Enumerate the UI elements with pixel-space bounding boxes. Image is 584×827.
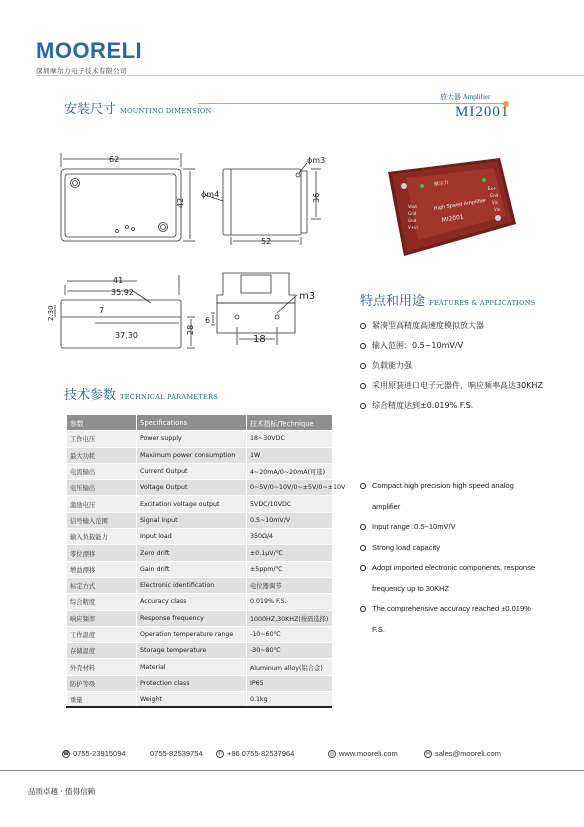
param-name-cn: 电流输出 — [67, 463, 137, 479]
param-spec: Excitation voltage output — [137, 496, 247, 512]
dim-side-depth: 36 — [312, 192, 321, 203]
table-row — [67, 431, 333, 447]
photo-text: High Speed Amplifier — [433, 197, 487, 212]
param-value: 0.1kg — [247, 692, 333, 708]
features-en-list — [360, 476, 540, 640]
photo-pin-2: Gnd — [408, 211, 417, 216]
param-name-cn: 重量 — [67, 692, 137, 708]
param-spec: Maximum power consumption — [137, 447, 247, 463]
globe-icon: ◎ — [329, 751, 335, 758]
table-bottom-rule — [66, 706, 332, 708]
param-name-cn: 标定方式 — [67, 577, 137, 593]
dim-side-hole2: ϕm4 — [201, 190, 220, 199]
param-value: 0.019% F.S. — [247, 594, 333, 610]
param-spec: Input load — [137, 529, 247, 545]
bullet-icon — [360, 606, 366, 612]
feature-cn-item: 负载能力强 — [360, 356, 560, 376]
param-spec: Accuracy class — [137, 594, 247, 610]
contact-web[interactable]: ◎ www.mooreli.com — [329, 749, 398, 758]
table-row — [67, 447, 333, 463]
param-name-cn: 响应频率 — [67, 610, 137, 626]
param-spec: Electronic identification — [137, 577, 247, 593]
bullet-icon — [360, 483, 366, 489]
photo-pin-5: Ex+ — [488, 186, 497, 191]
param-name-cn: 外壳材料 — [67, 659, 137, 675]
bullet-icon — [360, 524, 366, 530]
photo-pin-4: V+in — [408, 225, 418, 230]
photo-brand: 摩尔力 — [433, 179, 450, 188]
param-value: 5VDC/10VDC — [247, 496, 333, 512]
table-row — [67, 626, 333, 642]
param-value: IP65 — [247, 675, 333, 691]
param-name-cn: 防护等级 — [67, 675, 137, 691]
table-row — [67, 577, 333, 593]
table-body — [67, 431, 346, 708]
table-header: 参数 — [67, 415, 137, 431]
param-name-cn: 存储温度 — [67, 643, 137, 659]
bullet-icon — [360, 545, 366, 551]
photo-pin-3: Gnd — [408, 218, 417, 223]
bullet-icon — [360, 565, 366, 571]
side-view — [205, 163, 321, 245]
param-spec: Current Output — [137, 463, 247, 479]
table-row — [67, 643, 333, 659]
product-photo — [382, 152, 520, 260]
param-value: Aluminum alloy(铝合金) — [247, 659, 333, 675]
param-name-cn: 零位漂移 — [67, 545, 137, 561]
param-name-cn: 综合精度 — [67, 594, 137, 610]
contact-phone-2: 0755-82539754 — [150, 749, 203, 758]
dim-bottom-h3: 28 — [186, 324, 195, 335]
mounting-title-cn: 安装尺寸 — [64, 102, 117, 117]
param-name-cn: 信号输入范围 — [67, 512, 137, 528]
dim-bottom-w2: 35.92 — [111, 288, 134, 297]
feature-en-item: Strong load capacity — [360, 538, 540, 559]
dim-side-hole: ϕm3 — [307, 156, 326, 165]
table-row — [67, 480, 333, 496]
param-name-cn: 增益漂移 — [67, 561, 137, 577]
dim-top-height: 42 — [176, 197, 185, 208]
dim-bottom-h1: 2.30 — [47, 305, 55, 321]
param-value: 0~5V/0~10V/0~±5V/0~±10V — [247, 480, 333, 496]
feature-en-item: The comprehensive accuracy reached ±0.019% F.S. — [360, 599, 540, 640]
mail-icon: ✉ — [425, 751, 431, 758]
table-row — [67, 675, 333, 691]
param-name-cn: 电压输出 — [67, 480, 137, 496]
param-spec: Power supply — [137, 431, 247, 447]
bullet-icon — [360, 343, 366, 349]
param-value: -30~80℃ — [247, 643, 333, 659]
param-spec: Weight — [137, 692, 247, 708]
param-value: 18~30VDC — [247, 431, 333, 447]
features-title-cn: 特点和用途 — [360, 294, 426, 309]
table-row — [67, 545, 333, 561]
param-value: 350Ω/4 — [247, 529, 333, 545]
bullet-icon — [360, 363, 366, 369]
param-spec: Gain drift — [137, 561, 247, 577]
table-row — [67, 659, 333, 675]
param-value: 1000HZ,30KHZ(按码选择) — [247, 610, 333, 626]
bullet-icon — [360, 323, 366, 329]
footer-slogan: 品质卓越 · 值得信赖 — [28, 787, 96, 796]
param-value: ±0.1μV/℃ — [247, 545, 333, 561]
table-row — [67, 610, 333, 626]
table-row — [67, 496, 333, 512]
photo-pin-1: Vout — [408, 204, 417, 209]
photo-model: MI2001 — [441, 213, 465, 224]
dim-top-width: 62 — [109, 155, 120, 164]
top-view — [61, 153, 195, 241]
param-name-cn: 工作电压 — [67, 431, 137, 447]
table-row — [67, 529, 333, 545]
param-value: 1W — [247, 447, 333, 463]
company-name: 深圳摩尔力电子技术有限公司 — [36, 67, 127, 75]
feature-cn-item: 采用原装进口电子元器件，响应频率高达30KHZ — [360, 376, 560, 396]
table-row — [67, 512, 333, 528]
dim-bottom-w3: 37.30 — [115, 331, 138, 340]
header-divider — [36, 75, 584, 76]
param-value: ±5ppm/℃ — [247, 561, 333, 577]
param-spec: Signal input — [137, 512, 247, 528]
photo-pin-8: Vin — [494, 207, 501, 212]
mounting-title — [64, 98, 211, 117]
param-spec: Material — [137, 659, 247, 675]
param-spec: Protection class — [137, 675, 247, 691]
features-title — [360, 290, 535, 309]
table-header-row — [67, 415, 333, 431]
param-spec: Response frequency — [137, 610, 247, 626]
dim-end-h: 6 — [205, 316, 211, 325]
fax-icon: ✆ — [217, 751, 223, 758]
param-spec: Storage temperature — [137, 643, 247, 659]
param-name-cn: 最大功耗 — [67, 447, 137, 463]
technical-title-en: TECHNICAL PARAMETERS — [120, 393, 219, 401]
feature-cn-item: 输入范围：0.5~10mV/V — [360, 336, 560, 356]
param-spec: Zero drift — [137, 545, 247, 561]
param-value: -10~60℃ — [247, 626, 333, 642]
feature-cn-item: 综合精度达到±0.019% F.S. — [360, 396, 560, 416]
table-header: Specifications — [137, 415, 247, 431]
contact-phone-1: ☎ 0755-23915094 — [63, 749, 126, 758]
amplifier-label: 放大器 Amplifier — [440, 93, 491, 101]
table-header: 技术指标/Technique — [247, 415, 333, 431]
photo-pin-6: Gnd — [490, 193, 499, 198]
dim-end-thread: m3 — [299, 291, 316, 302]
mounting-title-en: MOUNTING DIMENSION — [120, 107, 212, 115]
param-spec: Voltage Output — [137, 480, 247, 496]
footer-divider — [0, 770, 584, 771]
contact-email[interactable]: ✉ sales@mooreli.com — [425, 749, 501, 758]
features-cn-list — [360, 316, 560, 416]
mounting-drawing — [47, 145, 355, 360]
param-spec: Operation temperature range — [137, 626, 247, 642]
param-value: 电位器调节 — [247, 577, 333, 593]
param-name-cn: 输入负载能力 — [67, 529, 137, 545]
dim-side-width: 52 — [261, 237, 272, 246]
feature-en-item: Compact high precision high speed analog amplifier — [360, 476, 540, 517]
photo-pin-7: Vin — [492, 200, 499, 205]
dim-bottom-h2: 7 — [99, 306, 105, 315]
feature-en-item: Input range :0.5~10mV/V — [360, 517, 540, 538]
company-logo: MOORELI — [36, 38, 143, 63]
technical-title-cn: 技术参数 — [64, 388, 117, 403]
param-value: 4~20mA/0~20mA(可选) — [247, 463, 333, 479]
features-title-en: FEATURES & APPLICATIONS — [429, 299, 536, 307]
phone-icon: ☎ — [63, 751, 70, 758]
table-row — [67, 561, 333, 577]
bullet-icon — [360, 383, 366, 389]
dim-end-w: 18 — [253, 334, 266, 345]
feature-cn-item: 紧凑型高精度高速度模拟放大器 — [360, 316, 560, 336]
param-value: 0.5~10mV/V — [247, 512, 333, 528]
technical-title — [64, 384, 218, 403]
bullet-icon — [360, 403, 366, 409]
table-row — [67, 594, 333, 610]
feature-en-item: Adopt imported electronic components, response frequency up to 30KHZ — [360, 558, 540, 599]
dim-bottom-w1: 41 — [113, 276, 124, 285]
parameters-table — [66, 414, 346, 708]
contact-phone-3: ✆ +86 0755-82537964 — [217, 749, 295, 758]
param-name-cn: 工作温度 — [67, 626, 137, 642]
model-number: MI2001 — [455, 104, 510, 120]
table-row — [67, 463, 333, 479]
param-name-cn: 激励电压 — [67, 496, 137, 512]
